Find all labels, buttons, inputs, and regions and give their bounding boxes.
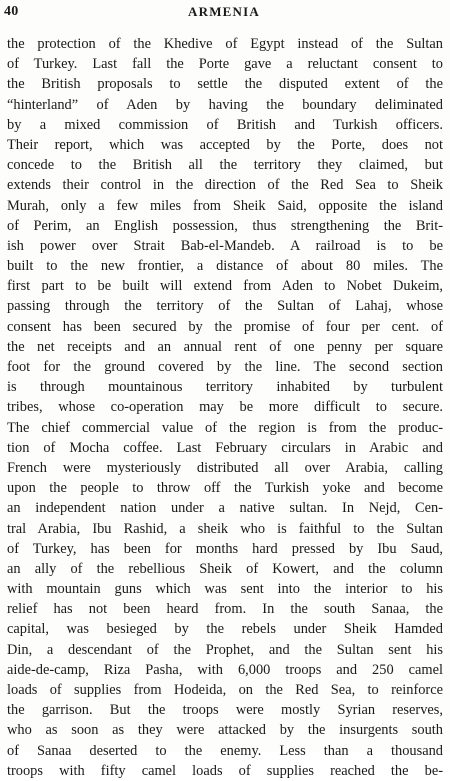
text-line: Din, a descendant of the Prophet, and the Sultan sent his <box>7 641 443 658</box>
text-line: foot for the ground covered by the line. The second section <box>7 359 443 375</box>
text-line: extends their control in the direction of the Red Sea to Sheik <box>7 177 443 194</box>
text-line: tion of Mocha coffee. Last February circulars in Arabic and <box>7 439 443 456</box>
text-line: first part to be built will extend from Aden to Nobet Dukeim, <box>7 278 443 295</box>
text-line: passing through the territory of the Sultan of Lahaj, whose <box>7 298 443 315</box>
text-line: French were mysteriously distributed all over Arabia, calling <box>7 459 443 476</box>
text-line: built to the new frontier, a distance of about 80 miles. The <box>7 258 443 275</box>
text-line: of Turkey. Last fall the Porte gave a reluctant consent to <box>7 56 443 73</box>
text-line: an independent nation under a native sultan. In Nejd, Cen- <box>7 500 443 517</box>
text-line: the British proposals to settle the disputed extent of the <box>7 76 443 93</box>
text-line: of Turkey, has been for months hard pressed by Ibu Saud, <box>7 540 443 557</box>
text-line: loads of supplies from Hodeida, on the Red Sea, to reinforce <box>7 682 443 698</box>
text-line: the net receipts and an annual rent of one penny per square <box>7 338 443 355</box>
text-line: aide-de-camp, Riza Pasha, with 6,000 troops and 250 camel <box>7 661 443 678</box>
text-line: consent has been secured by the promise of four per cent. of <box>7 318 443 335</box>
text-line: troops with fifty camel loads of supplies reached the be- <box>7 762 443 779</box>
text-line: ish power over Strait Bab-el-Mandeb. A railroad is to be <box>7 237 443 254</box>
text-line: Their report, which was accepted by the Porte, does not <box>7 136 443 153</box>
text-line: upon the people to throw off the Turkish yoke and become <box>7 480 443 497</box>
text-line: is through mountainous territory inhabited by turbulent <box>7 379 443 396</box>
text-line: of Sanaa deserted to the enemy. Less than a thousand <box>7 742 443 759</box>
running-title: ARMENIA <box>188 4 260 19</box>
text-line: tral Arabia, Ibu Rashid, a sheik who is faithful to the Sultan <box>7 520 443 537</box>
body-paragraph <box>7 34 443 781</box>
text-line: Murah, only a few miles from Sheik Said, opposite the island <box>7 197 443 214</box>
text-line: with mountain guns which was sent into the interior to his <box>7 581 443 598</box>
text-line: the protection of the Khedive of Egypt instead of the Sultan <box>7 36 443 52</box>
text-line: the garrison. But the troops were mostly Syrian reserves, <box>7 702 443 719</box>
text-line: an ally of the rebellious Sheik of Kowert, and the column <box>7 560 443 577</box>
text-line: “hinterland” of Aden by having the boundary deliminated <box>7 96 443 113</box>
page-header <box>4 4 444 24</box>
text-line: who as soon as they were attacked by the insurgents south <box>7 722 443 739</box>
text-line: capital, was besieged by the rebels under Sheik Hamded <box>7 621 443 638</box>
text-line: concede to the British all the territory they claimed, but <box>7 157 443 174</box>
text-line: tribes, whose co-operation may be more difficult to secure. <box>7 399 443 416</box>
text-line: The chief commercial value of the region is from the produc- <box>7 419 443 436</box>
text-line: by a mixed commission of British and Turkish officers. <box>7 116 443 133</box>
text-line: relief has not been heard from. In the south Sanaa, the <box>7 601 443 618</box>
text-line: of Perim, an English possession, thus strengthening the Brit- <box>7 217 443 234</box>
page-number: 40 <box>4 4 19 19</box>
